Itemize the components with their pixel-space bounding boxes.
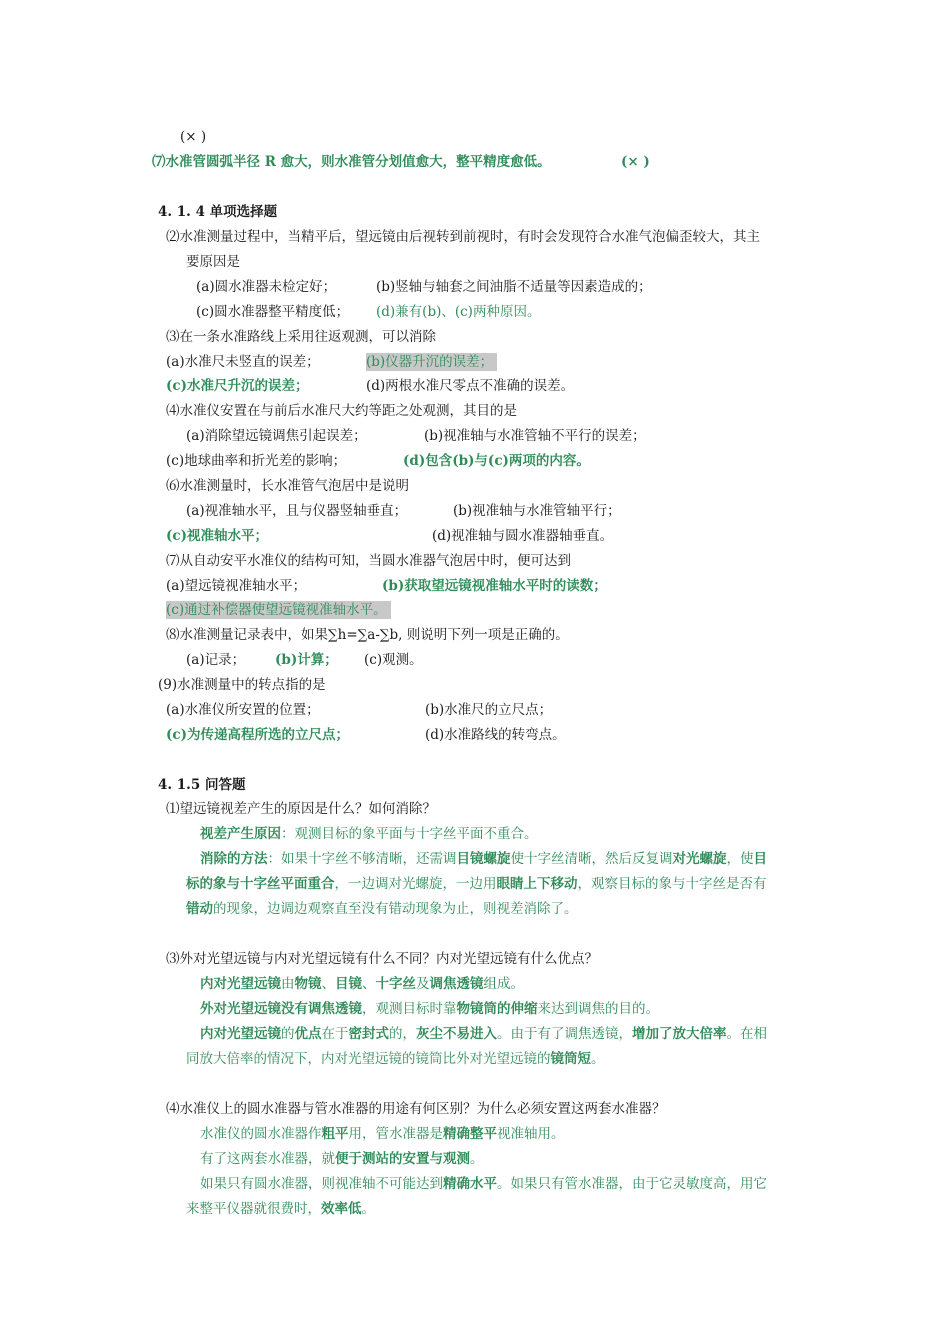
q4-stem: ⑷水准仪安置在与前后水准尺大约等距之处观测，其目的是 xyxy=(166,403,517,419)
tf-q7-text: ⑺水准管圆弧半径 R 愈大，则水准管分划值愈大，整平精度愈低。 xyxy=(152,154,551,170)
q9-option-c: (c)为传递高程所选的立尺点； xyxy=(166,727,349,743)
section-heading-4-1-5: 4. 1.5 问答题 xyxy=(158,777,246,793)
qa4-line2: 有了这两套水准器，就便于测站的安置与观测。 xyxy=(200,1151,484,1167)
q2-option-c: (c)圆水准器整平精度低； xyxy=(196,304,350,320)
qa1-para2-line3: 错动的现象，边调边观察直至没有错动现象为止，则视差消除了。 xyxy=(186,901,578,917)
qa1-para1: 视差产生原因：观测目标的象平面与十字丝平面不重合。 xyxy=(200,826,538,842)
q6-option-b: (b)视准轴与水准管轴平行； xyxy=(453,503,621,519)
q4-option-b: (b)视准轴与水准管轴不平行的误差； xyxy=(424,428,646,444)
q3-option-b: (b)仪器升沉的误差； xyxy=(366,353,497,371)
q9-stem: (9)水准测量中的转点指的是 xyxy=(158,677,326,693)
qa4-line1: 水准仪的圆水准器作粗平用，管水准器是精确整平视准轴用。 xyxy=(200,1126,565,1142)
qa1-stem: ⑴望远镜视差产生的原因是什么？如何消除？ xyxy=(166,801,436,817)
q8-option-b: (b)计算； xyxy=(275,652,338,668)
q8-stem: ⑻水准测量记录表中，如果∑h=∑a-∑b, 则说明下列一项是正确的。 xyxy=(166,627,569,643)
qa3-stem: ⑶外对光望远镜与内对光望远镜有什么不同？内对光望远镜有什么优点？ xyxy=(166,951,598,967)
q6-option-c: (c)视准轴水平； xyxy=(166,528,268,544)
q4-option-c: (c)地球曲率和折光差的影响； xyxy=(166,453,347,469)
qa4-line3: 如果只有圆水准器，则视准轴不可能达到精确水平。如果只有管水准器，由于它灵敏度高，用它 xyxy=(200,1176,767,1192)
qa3-line3: 内对光望远镜的优点在于密封式的，灰尘不易进入。由于有了调焦透镜，增加了放大倍率。在相 xyxy=(200,1026,767,1042)
q9-option-a: (a)水准仪所安置的位置； xyxy=(166,702,320,718)
q2-option-b: (b)竖轴与轴套之间油脂不适量等因素造成的； xyxy=(376,279,652,295)
q3-option-a: (a)水准尺未竖直的误差； xyxy=(166,354,320,370)
qa1-para2-line2: 标的象与十字丝平面重合，一边调对光螺旋，一边用眼睛上下移动，观察目标的象与十字丝是否有 xyxy=(186,876,767,892)
q3-stem: ⑶在一条水准路线上采用往返观测，可以消除 xyxy=(166,329,436,345)
q6-option-d: (d)视准轴与圆水准器轴垂直。 xyxy=(432,528,614,544)
q2-option-d: (d)兼有(b)、(c)两种原因。 xyxy=(376,304,541,320)
q4-option-a: (a)消除望远镜调焦引起误差； xyxy=(186,428,367,444)
q7-option-b: (b)获取望远镜视准轴水平时的读数； xyxy=(382,578,607,594)
q6-option-a: (a)视准轴水平，且与仪器竖轴垂直； xyxy=(186,503,408,519)
q7-option-c: (c)通过补偿器使望远镜视准轴水平。 xyxy=(166,601,391,619)
qa1-para2-line1: 消除的方法：如果十字丝不够清晰，还需调目镜螺旋使十字丝清晰，然后反复调对光螺旋，使目 xyxy=(200,851,767,867)
qa3-line1: 内对光望远镜由物镜、目镜、十字丝及调焦透镜组成。 xyxy=(200,976,524,992)
qa3-line4: 同放大倍率的情况下，内对光望远镜的镜筒比外对光望远镜的镜筒短。 xyxy=(186,1051,605,1067)
q3-option-c: (c)水准尺升沉的误差； xyxy=(166,378,309,394)
q9-option-b: (b)水准尺的立尺点； xyxy=(425,702,553,718)
q7-option-a: (a)望远镜视准轴水平； xyxy=(166,578,307,594)
qa4-line4: 来整平仪器就很费时，效率低。 xyxy=(186,1201,375,1217)
q4-option-d: (d)包含(b)与(c)两项的内容。 xyxy=(403,453,590,469)
qa4-stem: ⑷水准仪上的圆水准器与管水准器的用途有何区别？为什么必须安置这两套水准器？ xyxy=(166,1101,666,1117)
q7-stem: ⑺从自动安平水准仪的结构可知，当圆水准器气泡居中时，便可达到 xyxy=(166,553,571,569)
q2-stem: ⑵水准测量过程中，当精平后，望远镜由后视转到前视时，有时会发现符合水准气泡偏歪较大，其主 xyxy=(166,229,760,245)
section-heading-4-1-4: 4. 1. 4 单项选择题 xyxy=(158,204,278,220)
q2-stem-cont: 要原因是 xyxy=(186,254,240,270)
qa3-line2: 外对光望远镜没有调焦透镜，观测目标时靠物镜筒的伸缩来达到调焦的目的。 xyxy=(200,1001,659,1017)
tf-q7-mark: (× ) xyxy=(621,154,650,170)
q8-option-c: (c)观测。 xyxy=(364,652,423,668)
tf-mark-top: (× ) xyxy=(180,129,207,145)
q6-stem: ⑹水准测量时，长水准管气泡居中是说明 xyxy=(166,478,409,494)
q8-option-a: (a)记录； xyxy=(186,652,246,668)
q2-option-a: (a)圆水准器未检定好； xyxy=(196,279,337,295)
q3-option-d: (d)两根水准尺零点不准确的误差。 xyxy=(366,378,575,394)
q9-option-d: (d)水准路线的转弯点。 xyxy=(425,727,566,743)
